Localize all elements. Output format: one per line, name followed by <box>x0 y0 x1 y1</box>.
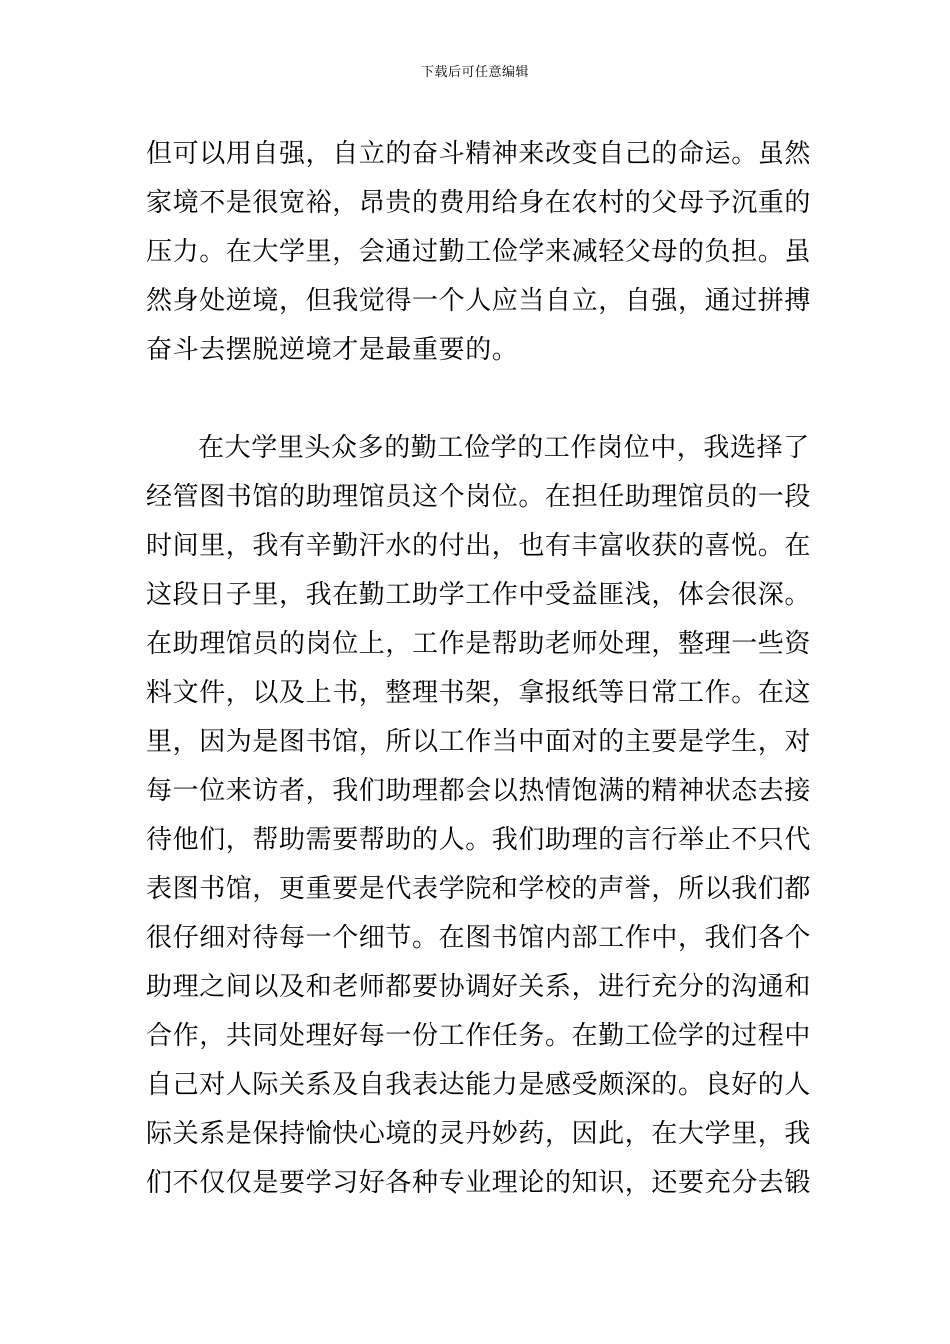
text-line: 家境不是很宽裕，昂贵的费用给身在农村的父母予沉重的 <box>146 188 812 218</box>
text-line: 在大学里头众多的勤工俭学的工作岗位中，我选择了 <box>198 433 810 463</box>
paragraph-2 <box>146 424 816 1208</box>
text-line: 但可以用自强，自立的奋斗精神来改变自己的命运。虽然 <box>146 139 812 169</box>
paragraph-gap <box>146 375 816 424</box>
page-header: 下载后可任意编辑 <box>420 65 529 80</box>
text-line: 料文件，以及上书，整理书架，拿报纸等日常工作。在这 <box>146 678 812 708</box>
document-body <box>146 130 816 1208</box>
text-line: 表图书馆，更重要是代表学院和学校的声誉，所以我们都 <box>146 874 812 904</box>
text-line: 奋斗去摆脱逆境才是最重要的。 <box>146 335 519 365</box>
text-line: 在助理馆员的岗位上，工作是帮助老师处理，整理一些资 <box>146 629 812 659</box>
paragraph-1 <box>146 130 816 375</box>
text-line: 时间里，我有辛勤汗水的付出，也有丰富收获的喜悦。在 <box>146 531 812 561</box>
text-line: 助理之间以及和老师都要协调好关系，进行充分的沟通和 <box>146 972 812 1002</box>
text-line: 里，因为是图书馆，所以工作当中面对的主要是学生，对 <box>146 727 812 757</box>
text-line: 压力。在大学里，会通过勤工俭学来减轻父母的负担。虽 <box>146 237 812 267</box>
text-line: 很仔细对待每一个细节。在图书馆内部工作中，我们各个 <box>146 923 812 953</box>
text-line: 合作，共同处理好每一份工作任务。在勤工俭学的过程中 <box>146 1021 812 1051</box>
text-line: 们不仅仅是要学习好各种专业理论的知识，还要充分去锻 <box>146 1168 812 1198</box>
text-line: 然身处逆境，但我觉得一个人应当自立，自强，通过拼搏 <box>146 286 812 316</box>
text-line: 经管图书馆的助理馆员这个岗位。在担任助理馆员的一段 <box>146 482 812 512</box>
text-line: 这段日子里，我在勤工助学工作中受益匪浅，体会很深。 <box>146 580 812 610</box>
text-line: 待他们，帮助需要帮助的人。我们助理的言行举止不只代 <box>146 825 812 855</box>
text-line: 每一位来访者，我们助理都会以热情饱满的精神状态去接 <box>146 776 812 806</box>
text-line: 际关系是保持愉快心境的灵丹妙药，因此，在大学里，我 <box>146 1119 812 1149</box>
text-line: 自己对人际关系及自我表达能力是感受颇深的。良好的人 <box>146 1070 812 1100</box>
